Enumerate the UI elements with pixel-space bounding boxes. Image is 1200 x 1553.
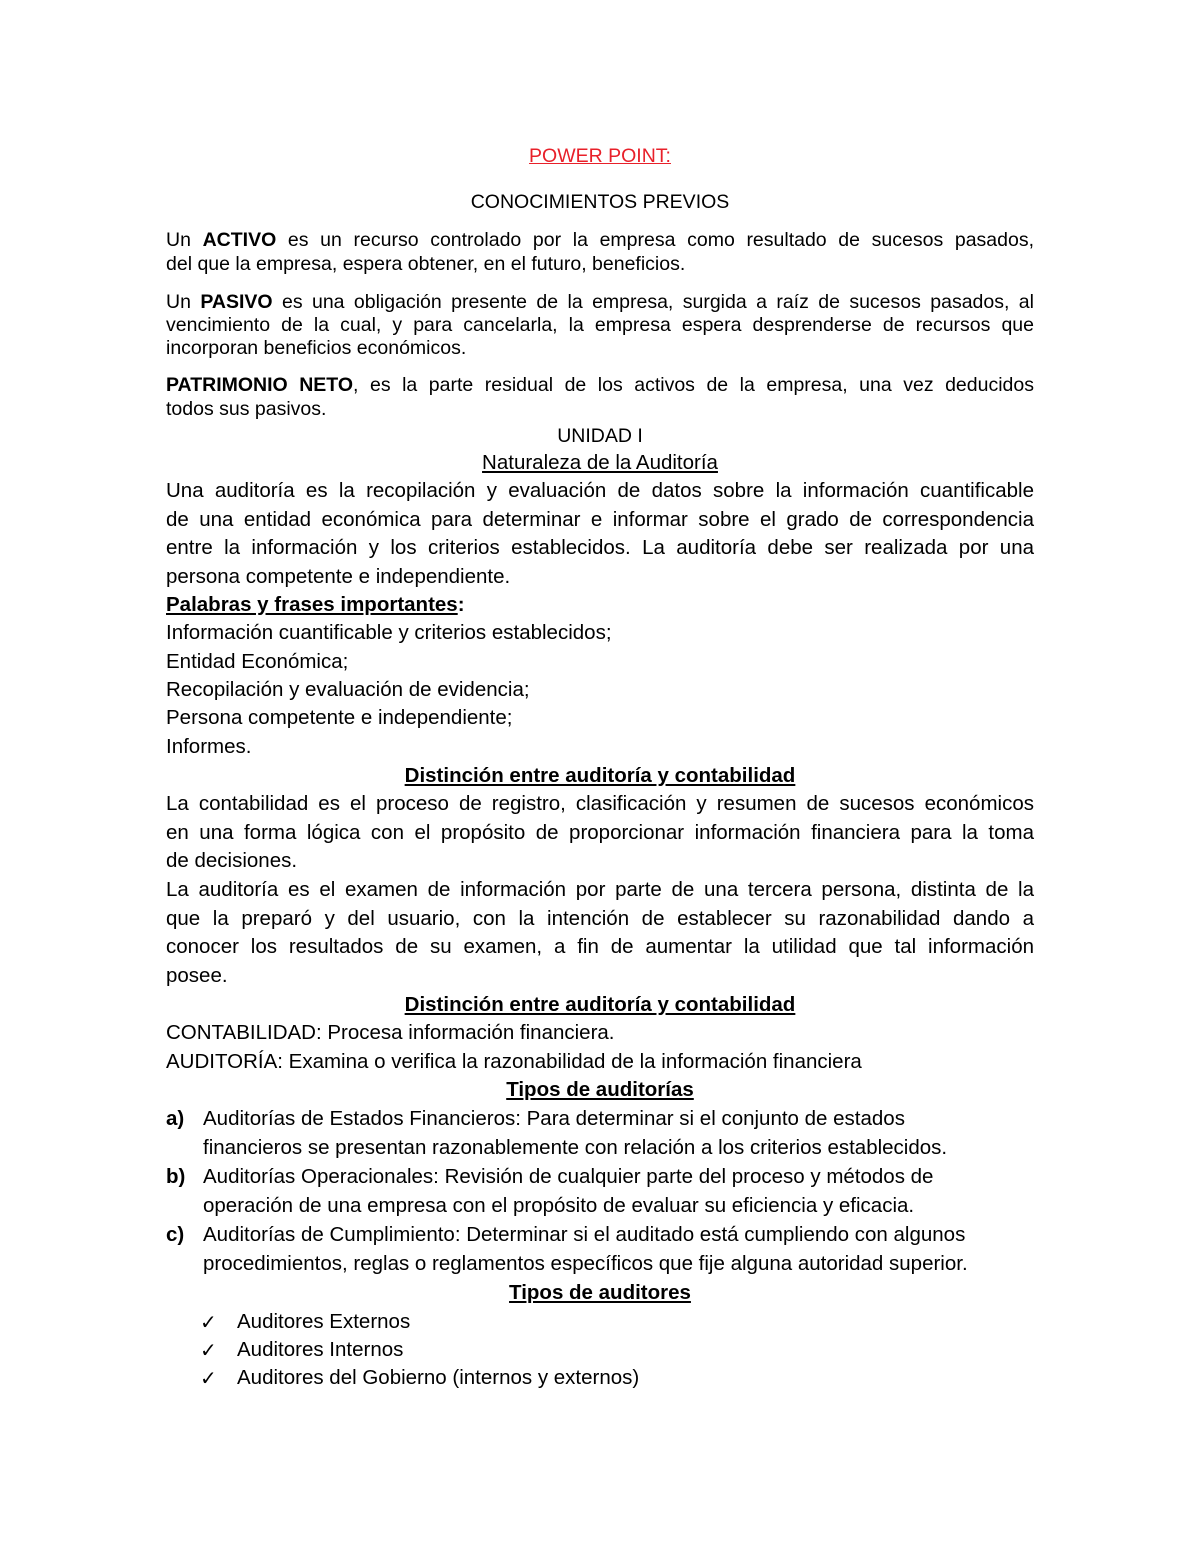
auditoria-type-line-1: Auditorías de Estados Financieros: Para determinar si el conjunto de estados: [203, 1107, 905, 1130]
distincion-heading-1: Distinción entre auditoría y contabilidad: [404, 764, 796, 787]
contabilidad-line-3: de decisiones.: [166, 849, 298, 872]
keywords-heading: [166, 593, 1034, 617]
checkmark-icon: ✓: [200, 1368, 217, 1390]
patrimonio-line-2: todos sus pasivos.: [166, 398, 327, 420]
auditor-item: Auditores Internos: [237, 1338, 404, 1361]
tipos-auditorias-heading: Tipos de auditorías: [506, 1078, 694, 1101]
auditoria-type-line-2: operación de una empresa con el propósito de evaluar su eficiencia y eficacia.: [203, 1194, 915, 1217]
naturaleza-heading: Naturaleza de la Auditoría: [482, 451, 718, 474]
keyword-item: Entidad Económica;: [166, 650, 349, 673]
keywords-heading-text: Palabras y frases importantes: [166, 593, 458, 616]
naturaleza-line-1: Una auditoría es la recopilación y evaluación de datos sobre la información cuantificable: [166, 479, 1034, 502]
naturaleza-line-3: entre la información y los criterios establecidos. La auditoría debe ser realizada por una: [166, 536, 1034, 559]
tipos-auditores-heading: Tipos de auditores: [509, 1281, 691, 1304]
patrimonio-line-1: [166, 374, 1034, 397]
keyword-item: Recopilación y evaluación de evidencia;: [166, 678, 530, 701]
auditoria-line-2: que la preparó y del usuario, con la intención de establecer su razonabilidad dando a: [166, 907, 1034, 930]
naturaleza-line-2: de una entidad económica para determinar e informar sobre el grado de correspondencia: [166, 508, 1034, 531]
contabilidad-line-2: en una forma lógica con el propósito de proporcionar información financiera para la toma: [166, 821, 1034, 844]
checkmark-icon: ✓: [200, 1340, 217, 1362]
distincion-contabilidad: CONTABILIDAD: Procesa información financiera.: [166, 1021, 615, 1044]
auditoria-line-1: La auditoría es el examen de información por parte de una tercera persona, distinta de la: [166, 878, 1034, 901]
pasivo-line-3: incorporan beneficios económicos.: [166, 337, 467, 359]
pasivo-line-1: [166, 291, 1034, 314]
auditoria-type-line-1: Auditorías Operacionales: Revisión de cualquier parte del proceso y métodos de: [203, 1165, 934, 1188]
list-marker: a): [166, 1107, 185, 1130]
auditoria-type-line-2: financieros se presentan razonablemente con relación a los criterios establecidos.: [203, 1136, 948, 1159]
auditoria-type-line-2: procedimientos, reglas o reglamentos específicos que fije alguna autoridad superior.: [203, 1252, 968, 1275]
patrimonio-term: PATRIMONIO NETO: [166, 374, 354, 396]
pasivo-term: PASIVO: [200, 291, 273, 313]
naturaleza-line-4: persona competente e independiente.: [166, 565, 511, 588]
activo-prefix: Un: [166, 229, 203, 251]
keyword-item: Persona competente e independiente;: [166, 706, 513, 729]
list-marker: c): [166, 1223, 185, 1246]
activo-line-1: [166, 229, 1034, 252]
section-heading-previos: CONOCIMIENTOS PREVIOS: [470, 191, 730, 213]
activo-rest: es un recurso controlado por la empresa como resultado de sucesos pasados,: [276, 229, 1034, 251]
keyword-item: Informes.: [166, 735, 252, 758]
auditor-item: Auditores del Gobierno (internos y externos): [237, 1366, 640, 1389]
page-title: POWER POINT:: [529, 145, 671, 167]
keywords-colon: :: [457, 593, 465, 616]
pasivo-line-2: vencimiento de la cual, y para cancelarla, la empresa espera desprenderse de recursos que: [166, 314, 1034, 336]
list-marker: b): [166, 1165, 186, 1188]
auditor-item: Auditores Externos: [237, 1310, 411, 1333]
activo-term: ACTIVO: [202, 229, 277, 251]
contabilidad-line-1: La contabilidad es el proceso de registro, clasificación y resumen de sucesos económicos: [166, 792, 1034, 815]
auditoria-line-3: conocer los resultados de su examen, a fin de aumentar la utilidad que tal información: [166, 935, 1034, 958]
distincion-auditoria: AUDITORÍA: Examina o verifica la razonabilidad de la información financiera: [166, 1050, 862, 1073]
pasivo-prefix: Un: [166, 291, 201, 313]
keyword-item: Información cuantificable y criterios establecidos;: [166, 621, 612, 644]
auditoria-line-4: posee.: [166, 964, 228, 987]
auditoria-type-line-1: Auditorías de Cumplimiento: Determinar si el auditado está cumpliendo con algunos: [203, 1223, 966, 1246]
unidad-heading: UNIDAD I: [557, 425, 643, 447]
patrimonio-rest: , es la parte residual de los activos de la empresa, una vez deducidos: [353, 374, 1034, 396]
distincion-heading-2: Distinción entre auditoría y contabilidad: [404, 993, 796, 1016]
activo-line-2: del que la empresa, espera obtener, en el futuro, beneficios.: [166, 253, 686, 275]
pasivo-rest: es una obligación presente de la empresa, surgida a raíz de sucesos pasados, al: [272, 291, 1034, 313]
checkmark-icon: ✓: [200, 1312, 217, 1334]
